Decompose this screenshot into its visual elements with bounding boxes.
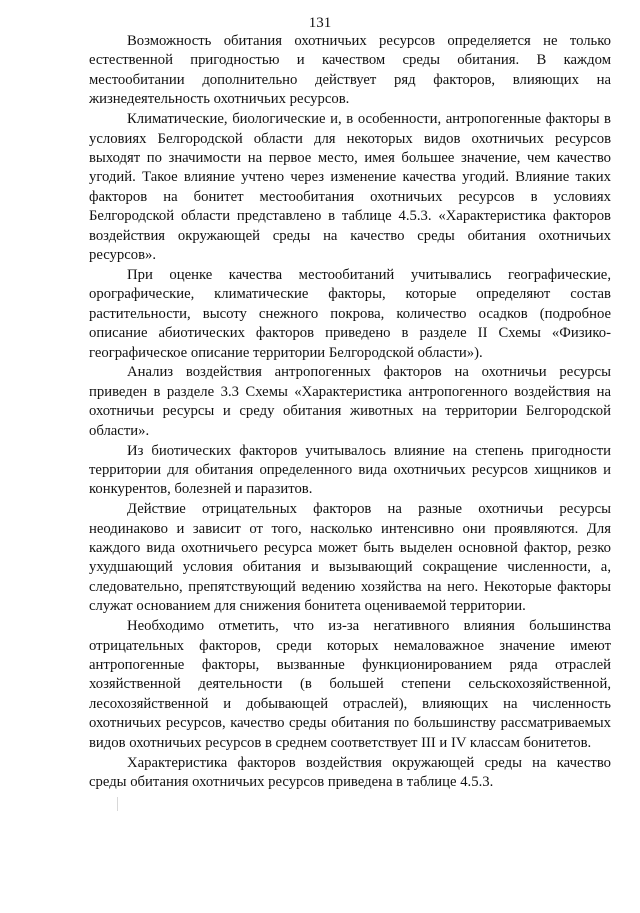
paragraph-necessary-note: Необходимо отметить, что из-за негативного влияния большинства отрицательных факторов, среди которых немаловажное значение имеют антропогенные факторы, вызванные функционированием ряда отраслей хозяйственной деятельности (в большей степени сельскохозяйственной, лесохозяйственной и добывающей отраслей), влияющих на численность охотничьих ресурсов, качество среды обитания по большинству рассматриваемых видов охотничьих ресурсов в среднем соответствует III и IV классам бонитетов.: [89, 618, 611, 751]
paragraph-habitat-quality-assessment: При оценке качества местообитаний учитывались географические, орографические, климатические факторы, которые определяют состав растительности, высоту снежного покрова, количество осадков (подробное описание абиотических факторов приведено в разделе II Схемы «Физико-географическое описание территории Белгородской области»).: [89, 266, 611, 361]
paragraph-table-reference: Характеристика факторов воздействия окружающей среды на качество среды обитания охотничьих ресурсов приведена в таблице 4.5.3.: [89, 754, 611, 790]
paragraph-negative-factors: Действие отрицательных факторов на разные охотничьи ресурсы неодинаково и зависит от того, насколько интенсивно они проявляются. Для каждого вида охотничьего ресурса может быть выделен основной фактор, резко ухудшающий условия обитания и вызывающий сокращение численности, а, следовательно, препятствующий ведению хозяйства на него. Некоторые факторы служат основанием для снижения бонитета оцениваемой территории.: [89, 501, 611, 615]
paragraph-anthropogenic-analysis: Анализ воздействия антропогенных факторов на охотничьи ресурсы приведен в разделе 3.3 Схемы «Характеристика антропогенного воздействия на охотничьи ресурсы и среду обитания животных на территории Белгородской области».: [89, 364, 611, 439]
scan-artifact: [117, 797, 118, 811]
document-body: [89, 32, 611, 793]
paragraph-climatic-factors: Климатические, биологические и, в особенности, антропогенные факторы в условиях Белгородской области для некоторых видов охотничьих ресурсов выходят по значимости на первое место, имея большее значение, чем качество угодий. Такое влияние учтено через изменение качества угодий. Влияние таких факторов на бонитет местообитания охотничьих ресурсов в условиях Белгородской области представлено в таблице 4.5.3. «Характеристика факторов воздействия окружающей среды на качество среды обитания охотничьих ресурсов».: [89, 111, 611, 263]
page-number: 131: [308, 15, 332, 31]
paragraph-habitat-possibility: Возможность обитания охотничьих ресурсов определяется не только естественной пригодностью и качеством среды обитания. В каждом местообитании дополнительно действует ряд факторов, влияющих на жизнедеятельность охотничьих ресурсов.: [89, 33, 611, 108]
paragraph-biotic-factors: Из биотических факторов учитывалось влияние на степень пригодности территории для обитания определенного вида охотничьих ресурсов хищников и конкурентов, болезней и паразитов.: [89, 442, 611, 498]
